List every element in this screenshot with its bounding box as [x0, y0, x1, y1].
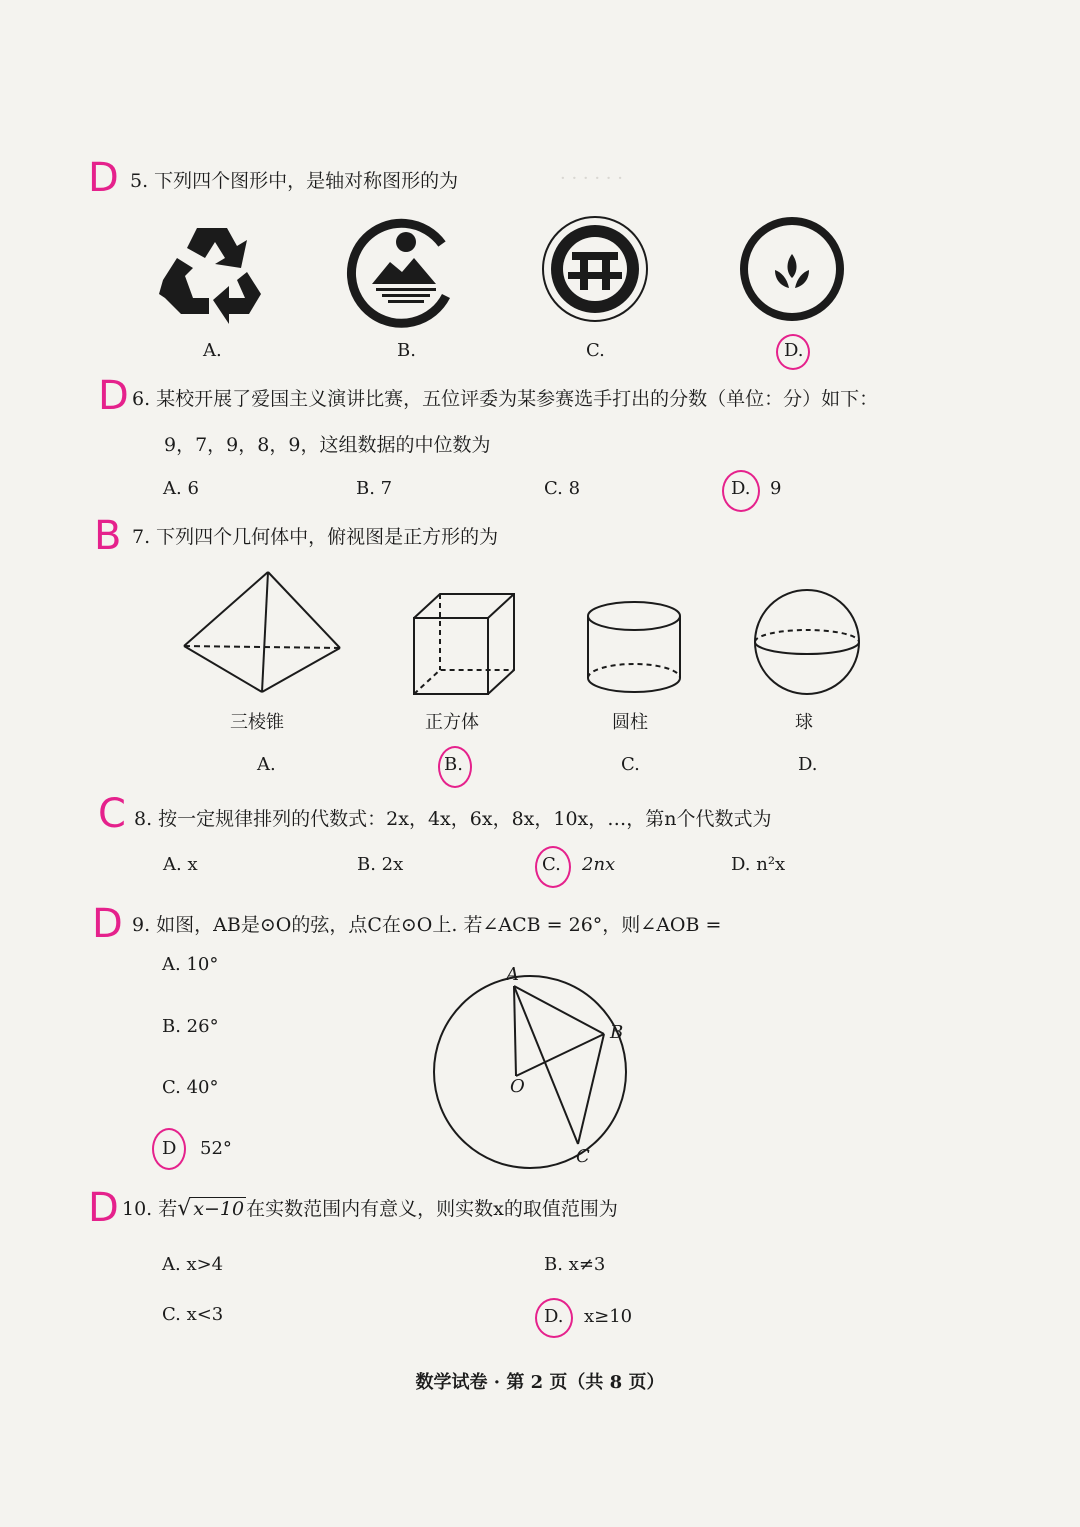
page-footer: 数学试卷 · 第 2 页（共 8 页） [415, 1372, 665, 1393]
q6-stem-line2: 9，7，9，8，9，这组数据的中位数为 [164, 434, 491, 456]
q8-answer-circle [535, 846, 571, 888]
q10-radicand: x−10 [193, 1198, 245, 1220]
q6-answer-circle [722, 470, 760, 512]
q5-option-d: D. [784, 340, 804, 361]
q8-option-d: D. n²x [731, 854, 786, 875]
diagram-label-o: O [510, 1076, 525, 1097]
q9-option-d-value: 52° [200, 1138, 232, 1159]
q7-answer-mark: B [94, 513, 122, 559]
q7-option-d: D. [798, 754, 818, 775]
q6-option-b: B. 7 [356, 478, 393, 499]
q9-answer-circle [152, 1128, 186, 1170]
q10-radical-sign: √ [177, 1196, 192, 1221]
q7-caption-a: 三棱锥 [230, 712, 284, 733]
q5-stem: 5. 下列四个图形中，是轴对称图形的为 [130, 170, 459, 192]
q6-answer-mark: D [98, 373, 129, 419]
q10-stem-suffix: 在实数范围内有意义，则实数x的取值范围为 [246, 1198, 618, 1220]
diagram-label-c: C [576, 1146, 590, 1167]
q9-stem: 9. 如图，AB是⊙O的弦，点C在⊙O上. 若∠ACB = 26°，则∠AOB = [132, 914, 722, 936]
q5-answer-circle [776, 334, 810, 370]
cylinder-figure [584, 600, 684, 700]
q5-option-a: A. [203, 340, 222, 361]
sun-mountain-logo-icon [350, 214, 460, 324]
q7-option-b: B. [444, 754, 463, 775]
q8-option-a: A. x [163, 854, 198, 875]
diagram-label-a: A [506, 964, 519, 985]
circle-emblem-icon [540, 214, 650, 324]
sphere-figure [751, 586, 863, 698]
q9-option-a: A. 10° [162, 954, 219, 975]
q9-answer-mark: D [92, 901, 123, 947]
diagram-label-b: B [610, 1022, 624, 1043]
q8-stem: 8. 按一定规律排列的代数式：2x，4x，6x，8x，10x，…，第n个代数式为 [134, 808, 772, 830]
q8-option-c-value: 2nx [582, 854, 616, 875]
q10-stem [122, 1194, 618, 1221]
q9-option-b: B. 26° [162, 1016, 219, 1037]
q7-caption-b: 正方体 [425, 712, 479, 733]
q10-answer-circle [535, 1298, 573, 1338]
q7-option-a: A. [257, 754, 276, 775]
sprout-circle-icon [737, 214, 847, 324]
q8-answer-mark: C [98, 791, 126, 837]
q7-caption-c: 圆柱 [612, 712, 648, 733]
q9-option-c: C. 40° [162, 1077, 219, 1098]
circle-chord-diagram [430, 972, 630, 1172]
q7-answer-circle [438, 746, 472, 788]
q10-option-c: C. x<3 [162, 1304, 224, 1325]
q5-option-c: C. [586, 340, 605, 361]
q6-option-d-value: 9 [770, 478, 782, 499]
q6-option-c: C. 8 [544, 478, 581, 499]
pyramid-figure [182, 568, 342, 698]
q8-option-b: B. 2x [357, 854, 404, 875]
q10-option-b: B. x≠3 [544, 1254, 606, 1275]
q5-answer-mark: D [88, 155, 119, 201]
q6-stem: 6. 某校开展了爱国主义演讲比赛，五位评委为某参赛选手打出的分数（单位：分）如下： [132, 388, 879, 410]
q5-option-b: B. [397, 340, 416, 361]
cube-figure [410, 590, 520, 700]
q6-option-d: D. [731, 478, 751, 499]
q10-option-a: A. x>4 [162, 1254, 224, 1275]
q7-caption-d: 球 [795, 712, 813, 733]
q10-option-d-value: x≥10 [584, 1306, 633, 1327]
q7-option-c: C. [621, 754, 640, 775]
q10-option-d: D. [544, 1306, 564, 1327]
bleed-through-marks: · · · · · · [560, 168, 623, 189]
q9-option-d: D [162, 1138, 177, 1159]
q10-stem-prefix: 10. 若 [122, 1198, 178, 1220]
q10-answer-mark: D [88, 1185, 119, 1231]
q8-option-c: C. [542, 854, 561, 875]
q7-stem: 7. 下列四个几何体中，俯视图是正方形的为 [132, 526, 499, 548]
q6-option-a: A. 6 [163, 478, 199, 499]
recycle-icon [157, 220, 267, 320]
